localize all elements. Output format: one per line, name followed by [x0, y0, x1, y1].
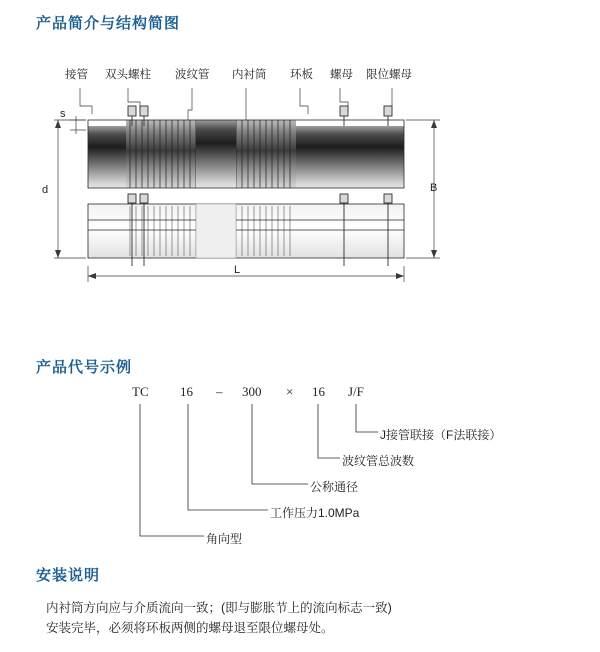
dimension-label-d: d	[42, 184, 49, 196]
dimension-label-L: L	[234, 264, 241, 276]
expansion-joint-drawing	[40, 80, 460, 306]
install-notes	[46, 598, 566, 638]
callout-label-neichentong: 内衬筒	[232, 69, 267, 81]
callout-label-bowenguan: 波纹管	[175, 69, 210, 81]
callout-label-xianwei: 限位螺母	[366, 69, 412, 81]
section-title-install: 安装说明	[36, 567, 101, 584]
install-note-line-1: 内衬筒方向应与介质流向一致；(即与膨胀节上的流向标志一致)	[46, 601, 392, 615]
code-token-tc: TC	[132, 384, 149, 399]
callout-label-luomu: 螺母	[330, 69, 353, 81]
code-token-dash: –	[216, 384, 223, 399]
dimension-label-B: B	[430, 182, 438, 194]
section-title-code: 产品代号示例	[36, 359, 133, 376]
code-token-jf: J/F	[348, 384, 364, 399]
code-desc-pressure: 工作压力1.0MPa	[270, 506, 360, 520]
install-note-line-2: 安装完毕，必须将环板两侧的螺母退至限位螺母处。	[46, 621, 334, 635]
code-token-300: 300	[242, 384, 262, 399]
code-token-16b: 16	[312, 384, 325, 399]
code-desc-wave-count: 波纹管总波数	[342, 454, 415, 468]
dimension-label-s: s	[60, 108, 66, 120]
section-title-structure: 产品简介与结构简图	[36, 15, 181, 32]
callout-label-shuangtou: 双头螺柱	[105, 69, 151, 81]
callout-label-huanban: 环板	[290, 69, 313, 81]
structure-diagram	[40, 66, 560, 296]
code-desc-connection: J接管联接（F法联接）	[380, 428, 502, 442]
code-token-16a: 16	[180, 384, 193, 399]
callout-label-jieguan: 接管	[65, 69, 88, 81]
product-code-example	[40, 384, 560, 544]
code-token-times: ×	[286, 384, 294, 399]
code-desc-nominal-dia: 公称通径	[310, 480, 359, 494]
code-desc-type: 角向型	[206, 532, 243, 546]
